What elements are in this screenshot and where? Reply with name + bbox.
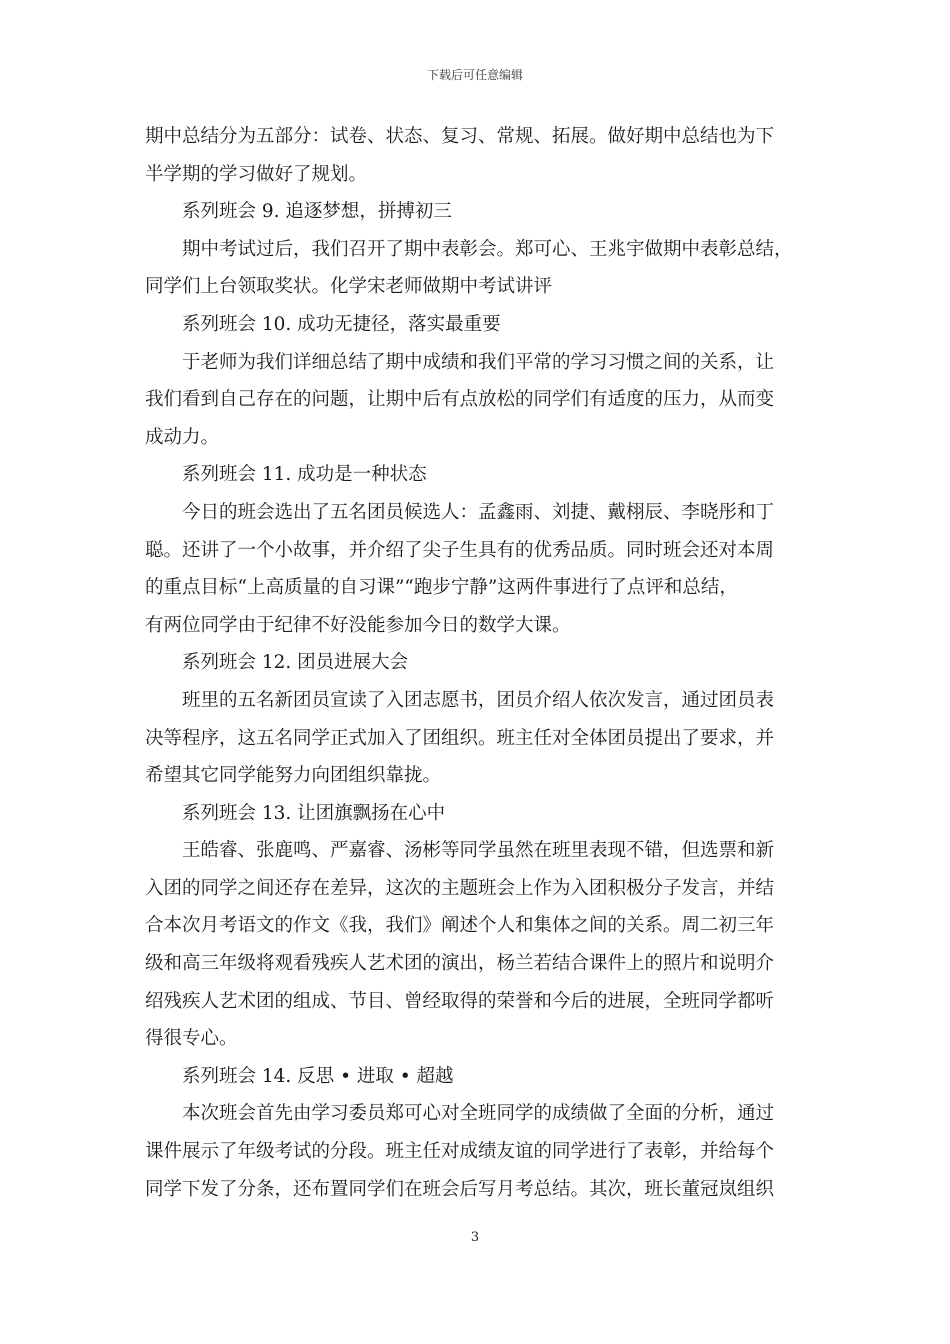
paragraph-line: 今日的班会选出了五名团员候选人：孟鑫雨、刘捷、戴栩辰、李晓彤和丁: [182, 501, 775, 523]
section-heading-line: 系列班会 11. 成功是一种状态: [182, 464, 427, 486]
paragraph-line: 得很专心。: [145, 1028, 238, 1050]
section-heading-line: 系列班会 9. 追逐梦想，拼搏初三: [182, 201, 452, 223]
paragraph-line: 希望其它同学能努力向团组织靠拢。: [145, 765, 442, 787]
paragraph-line: 我们看到自己存在的问题，让期中后有点放松的同学们有适度的压力，从而变: [145, 389, 775, 411]
paragraph-line: 王皓睿、张鹿鸣、严嘉睿、汤彬等同学虽然在班里表现不错，但选票和新: [182, 840, 775, 862]
paragraph-line: 级和高三年级将观看残疾人艺术团的演出，杨兰若结合课件上的照片和说明介: [145, 953, 775, 975]
paragraph-line: 聪。还讲了一个小故事，并介绍了尖子生具有的优秀品质。同时班会还对本周: [145, 539, 775, 561]
paragraph-line: 本次班会首先由学习委员郑可心对全班同学的成绩做了全面的分析，通过: [182, 1103, 775, 1125]
section-heading-line: 系列班会 13. 让团旗飘扬在心中: [182, 802, 446, 824]
paragraph-line: 期中考试过后，我们召开了期中表彰会。郑可心、王兆宇做期中表彰总结，: [182, 238, 793, 260]
page-number: 3: [470, 1230, 480, 1245]
paragraph-line: 期中总结分为五部分：试卷、状态、复习、常规、拓展。做好期中总结也为下: [145, 126, 775, 147]
paragraph-line: 同学下发了分条，还布置同学们在班会后写月考总结。其次，班长董冠岚组织: [145, 1178, 775, 1200]
paragraph-line: 于老师为我们详细总结了期中成绩和我们平常的学习习惯之间的关系，让: [182, 351, 775, 373]
section-heading-line: 系列班会 12. 团员进展大会: [182, 652, 409, 674]
paragraph-line: 有两位同学由于纪律不好没能参加今日的数学大课。: [145, 614, 571, 636]
paragraph-line: 课件展示了年级考试的分段。班主任对成绩友谊的同学进行了表彰，并给每个: [145, 1141, 775, 1163]
section-heading-line: 系列班会 14. 反思 • 进取 • 超越: [182, 1065, 454, 1087]
page-header-note: 下载后可任意编辑: [426, 68, 523, 82]
paragraph-line: 的重点目标“上高质量的自习课”“跑步宁静”这两件事进行了点评和总结，: [145, 577, 738, 599]
paragraph-line: 同学们上台领取奖状。化学宋老师做期中考试讲评: [145, 276, 553, 298]
paragraph-line: 绍残疾人艺术团的组成、节目、曾经取得的荣誉和今后的进展，全班同学都听: [145, 990, 775, 1012]
paragraph-line: 决等程序，这五名同学正式加入了团组织。班主任对全体团员提出了要求，并: [145, 727, 775, 749]
paragraph-line: 成动力。: [145, 426, 220, 448]
paragraph-line: 入团的同学之间还存在差异，这次的主题班会上作为入团积极分子发言，并结: [145, 877, 775, 899]
paragraph-line: 半学期的学习做好了规划。: [145, 163, 368, 185]
paragraph-line: 班里的五名新团员宣读了入团志愿书，团员介绍人依次发言，通过团员表: [182, 689, 775, 711]
section-heading-line: 系列班会 10. 成功无捷径，落实最重要: [182, 313, 501, 335]
paragraph-line: 合本次月考语文的作文《我，我们》阐述个人和集体之间的关系。周二初三年: [145, 915, 775, 937]
document-body: [145, 118, 815, 1208]
